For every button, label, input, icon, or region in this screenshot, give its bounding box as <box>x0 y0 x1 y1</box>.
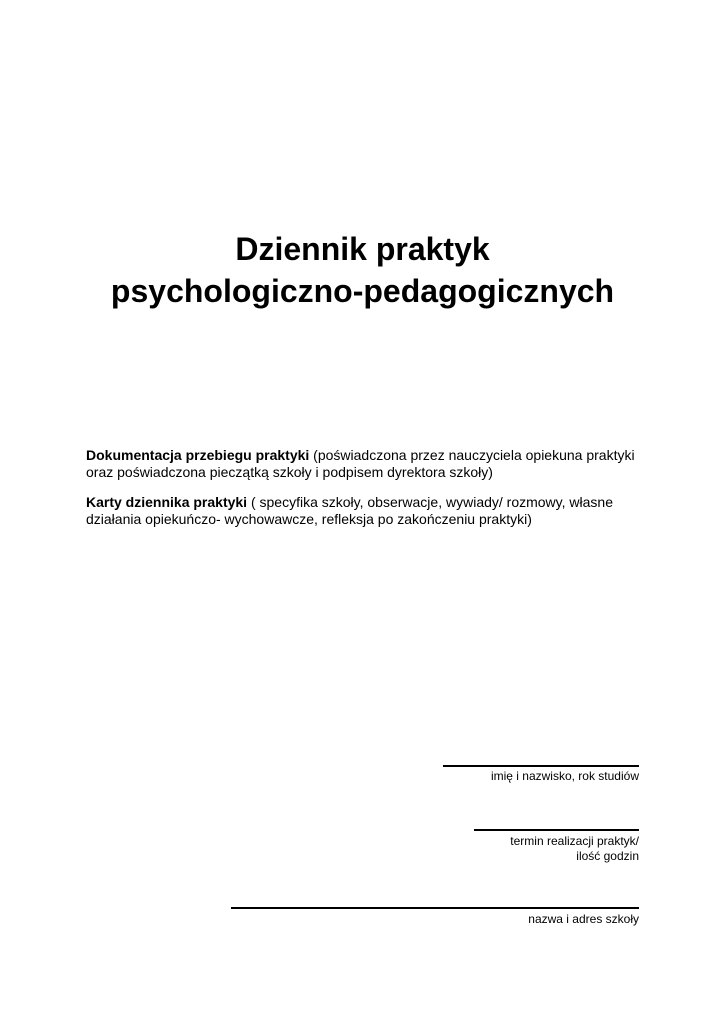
name-field-label-text: imię i nazwisko, rok studiów <box>490 769 639 783</box>
journal-cards-text-line-1: ( specyfika szkoły, obserwacje, wywiady/ rozmowy, własne <box>247 494 613 510</box>
dates-signature-line[interactable] <box>474 829 639 831</box>
documentation-text-line-1: (poświadczona przez nauczyciela opiekuna praktyki <box>309 447 635 463</box>
documentation-heading: Dokumentacja przebiegu praktyki <box>86 447 310 463</box>
school-field-label <box>528 912 639 927</box>
journal-cards-paragraph <box>86 494 646 528</box>
school-signature-line[interactable] <box>231 907 639 909</box>
documentation-text-line-2: oraz poświadczona pieczątką szkoły i podpisem dyrektora szkoły) <box>86 464 493 480</box>
document-title <box>0 228 725 312</box>
school-field-label-text: nazwa i adres szkoły <box>528 912 639 926</box>
name-signature-line[interactable] <box>443 765 639 767</box>
documentation-paragraph <box>86 447 646 481</box>
dates-field-label <box>510 834 639 864</box>
title-line-1: Dziennik praktyk <box>235 231 490 267</box>
title-line-2: psychologiczno-pedagogicznych <box>110 273 615 309</box>
name-field-label <box>491 769 639 784</box>
dates-field-label-line-2: ilość godzin <box>576 849 639 863</box>
journal-cards-heading: Karty dziennika praktyki <box>86 494 248 510</box>
dates-field-label-line-1: termin realizacji praktyk/ <box>510 834 639 848</box>
journal-cards-text-line-2: działania opiekuńczo- wychowawcze, refleksja po zakończeniu praktyki) <box>86 511 532 527</box>
